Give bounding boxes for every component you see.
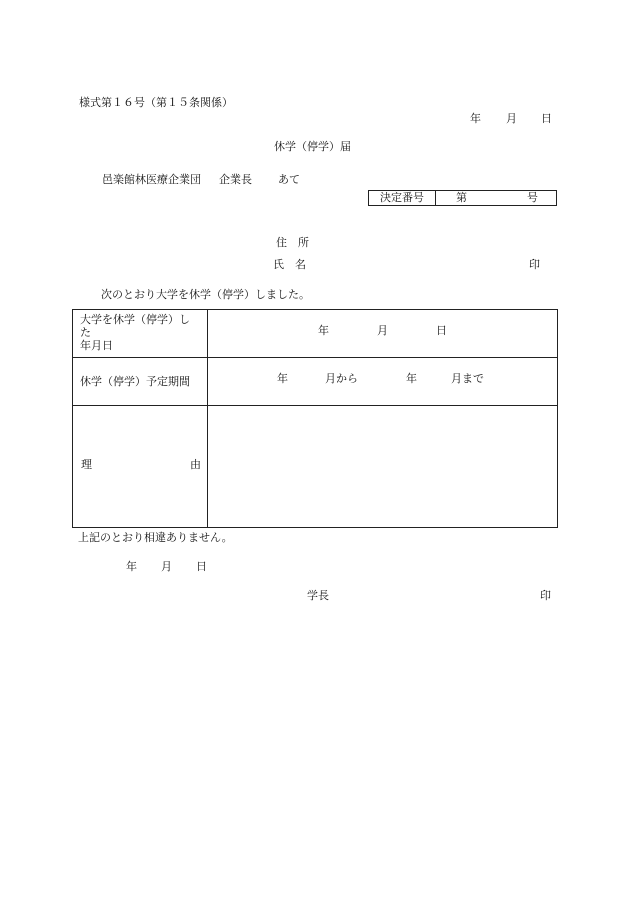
applicant-seal: 印 [529,258,540,271]
form-title: 休学（停学）届 [274,140,351,153]
president-seal: 印 [540,589,551,602]
row1-month: 月 [377,324,388,337]
row2-month-until: 月まで [451,372,484,385]
recipient-organization: 邑楽館林医療企業団 [102,173,201,186]
decision-number-label: 決定番号 [369,191,436,205]
row1-label-line1: 大学を休学（停学）し [80,313,190,326]
cert-date-year: 年 [126,560,137,573]
header-date-day: 日 [541,112,552,125]
decision-number-box [368,190,557,206]
form-number: 様式第１６号（第１５条関係） [79,96,233,109]
table-column-divider [207,310,208,527]
row1-label-line2: た [80,326,91,339]
table-row-divider [73,405,557,406]
row1-year: 年 [318,324,329,337]
row3-label-right: 由 [190,458,201,471]
recipient-title: 企業長 [219,173,252,186]
cert-date-month: 月 [161,560,172,573]
cert-date-day: 日 [196,560,207,573]
row3-label-left: 理 [81,458,92,471]
decision-number-suffix: 号 [527,191,538,204]
row2-month-from: 月から [325,372,358,385]
president-label: 学長 [307,589,329,602]
header-date-month: 月 [506,112,517,125]
header-date-year: 年 [470,112,481,125]
row1-label-line3: 年月日 [80,339,113,352]
certification-text: 上記のとおり相違ありません。 [78,531,233,544]
decision-number-prefix: 第 [456,191,467,204]
row2-year2: 年 [406,372,417,385]
leave-details-table [72,309,558,528]
statement-text: 次のとおり大学を休学（停学）しました。 [101,288,310,301]
name-label: 氏 名 [273,258,306,271]
recipient-suffix: あて [278,173,300,186]
address-label: 住 所 [276,236,309,249]
row2-year1: 年 [277,372,288,385]
row1-day: 日 [436,324,447,337]
table-row-divider [73,357,557,358]
row2-label: 休学（停学）予定期間 [80,375,190,388]
